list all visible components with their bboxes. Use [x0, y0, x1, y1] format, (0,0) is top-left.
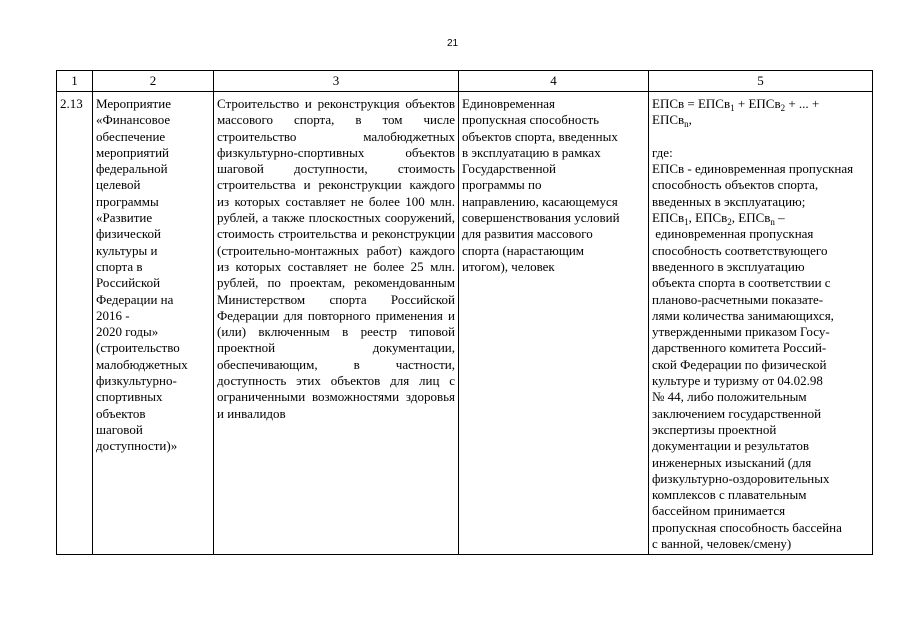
header-col-5: 5	[649, 71, 873, 92]
definition-line: введенного в эксплуатацию	[652, 258, 805, 274]
definition-line: физкультурно-оздоровительных	[652, 470, 830, 486]
definition-line: документации и результатов	[652, 438, 810, 454]
header-col-1: 1	[57, 71, 93, 92]
definition-line: дарственного комитета Россий-	[652, 340, 827, 356]
definition-line: комплексов с плавательным	[652, 487, 807, 503]
definition-line: бассейном принимается	[652, 503, 786, 519]
indicator-line: итогом), человек	[462, 258, 555, 274]
indicator-cell	[459, 92, 649, 555]
indicator-line: Единовременная	[462, 96, 556, 111]
event-name-line: доступности)»	[96, 438, 178, 454]
event-name-cell	[93, 92, 214, 555]
definition-line: утвержденными приказом Госу-	[652, 324, 830, 340]
definition-components-text	[652, 226, 869, 552]
event-name-lines	[96, 96, 210, 455]
event-name-line: спортивных	[96, 389, 163, 405]
definition-line: способность соответствующего	[652, 242, 828, 258]
event-name-line: Российской	[96, 275, 161, 291]
event-name-line: физической	[96, 226, 161, 242]
definition-line: планово-расчетными показате-	[652, 291, 824, 307]
event-name-line: объектов	[96, 405, 146, 421]
event-name-line: Федерации на	[96, 291, 174, 307]
indicator-line: объектов спорта, введенных	[462, 128, 618, 144]
event-name-line: культуры и	[96, 242, 158, 258]
definition-line: ской Федерации по физической	[652, 356, 827, 372]
definition-line: культуре и туризму от 04.02.98	[652, 373, 823, 389]
definition-line: экспертизы проектной	[652, 421, 777, 437]
header-col-4: 4	[459, 71, 649, 92]
event-name-line: целевой	[96, 177, 141, 193]
event-name-line: Мероприятие	[96, 96, 171, 111]
header-col-3: 3	[214, 71, 459, 92]
event-name-line: «Развитие	[96, 210, 153, 226]
definition-line: инженерных изысканий (для	[652, 454, 812, 470]
document-table	[56, 70, 873, 555]
event-name-line: (строительство	[96, 340, 180, 356]
event-name-line: 2020 годы»	[96, 324, 159, 340]
table-row	[57, 92, 873, 555]
description-cell: Строительство и реконструкция объектов массового спорта, в том числе строительство малобюджетных физкультурно-спортивных объектов шаговой доступности, стоимость строительства и реконструкции каждого из которых составляет не более 100 млн. рублей, а также плоскостных сооружений, стоимость строительства и реконструкции (строительно-монтажных работ) каждого из которых составляет не более 25 млн. рублей, по проектам, рекомендованным Министерством спорта Российской Федерации для повторного применения и (или) включенным в реестр типовой проектной документации, обеспечивающим, в частности, доступность этих объектов для лиц с ограниченными возможностями здоровья и инвалидов	[214, 92, 459, 555]
header-row	[57, 71, 873, 92]
definition-line: пропускная способность бассейна	[652, 519, 842, 535]
header-col-2: 2	[93, 71, 214, 92]
definition-line: заключением государственной	[652, 405, 822, 421]
event-name-line: «Финансовое	[96, 112, 171, 128]
definition-line: № 44, либо положительным	[652, 389, 807, 405]
indicator-lines	[462, 96, 645, 275]
indicator-line: совершенствования условий	[462, 210, 620, 226]
formula-line-2: ЕПСв$_n$,	[652, 112, 692, 130]
event-name-line: шаговой	[96, 421, 143, 437]
indicator-line: направлению, касающемуся	[462, 193, 618, 209]
row-number: 2.13	[57, 92, 93, 555]
indicator-line: спорта (нарастающим	[462, 242, 585, 258]
indicator-line: Государственной	[462, 161, 557, 177]
formula-line-1: ЕПСв = ЕПСв$_1$ + ЕПСв$_2$ + ... +	[652, 96, 820, 113]
blank-line	[652, 129, 869, 145]
indicator-line: для развития массового	[462, 226, 593, 242]
definition-line: единовременная пропускная	[652, 226, 814, 242]
event-name-line: 2016 -	[96, 307, 130, 323]
definition-line: объекта спорта в соответствии с	[652, 275, 831, 291]
event-name-line: физкультурно-	[96, 373, 177, 389]
definition-line: с ванной, человек/смену)	[652, 536, 792, 552]
definition-components-label: ЕПСв$_1$, ЕПСв$_2$, ЕПСв$_n$ –	[652, 210, 785, 228]
formula-cell	[649, 92, 873, 555]
event-name-line: мероприятий	[96, 144, 169, 160]
page-number: 21	[446, 38, 459, 49]
definition-line: лями количества занимающихся,	[652, 307, 834, 323]
indicator-line: программы по	[462, 177, 542, 193]
event-name-line: федеральной	[96, 161, 168, 177]
event-name-line: программы	[96, 193, 159, 209]
indicator-line: в эксплуатацию в рамках	[462, 144, 601, 160]
definition-epsv: ЕПСв - единовременная пропускная способность объектов спорта, введенных в эксплуатацию;	[652, 161, 854, 209]
event-name-line: малобюджетных	[96, 356, 188, 372]
where-label: где:	[652, 144, 673, 160]
event-name-line: обеспечение	[96, 128, 166, 144]
event-name-line: спорта в	[96, 258, 143, 274]
indicator-line: пропускная способность	[462, 112, 600, 128]
